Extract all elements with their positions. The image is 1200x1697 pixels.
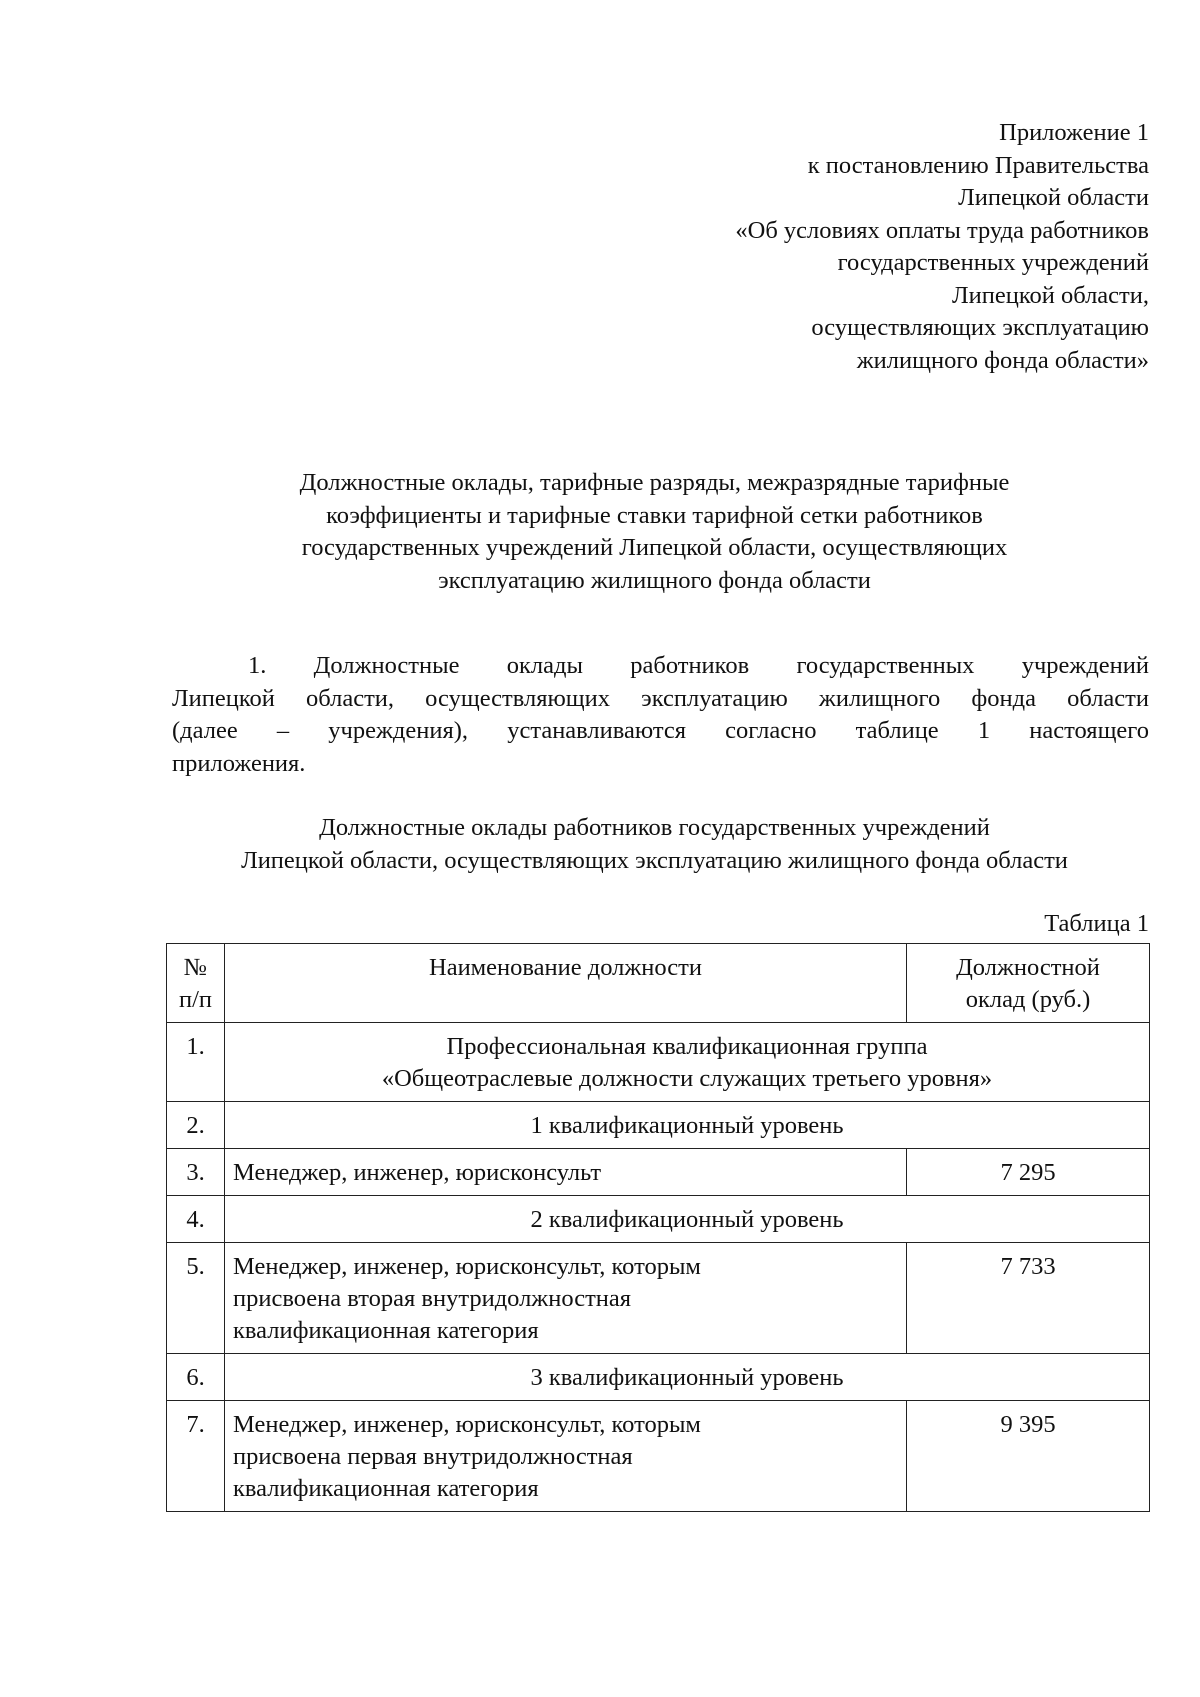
position-line: присвоена вторая внутридолжностная: [233, 1285, 632, 1312]
paragraph-1: [172, 650, 1149, 780]
header-salary-line: оклад (руб.): [965, 986, 1091, 1013]
table-row-group: [167, 1023, 1150, 1102]
position-line: присвоена первая внутридолжностная: [233, 1443, 633, 1470]
table-row-position: [167, 1149, 1150, 1196]
appendix-line: «Об условиях оплаты труда работников: [735, 216, 1149, 244]
position-line: квалификационная категория: [233, 1475, 539, 1502]
row-num: 7.: [167, 1401, 225, 1512]
header-name: Наименование должности: [429, 954, 702, 981]
header-name-cell: [225, 944, 907, 1023]
table-row-level: [167, 1354, 1150, 1401]
salary-cell: 7 733: [907, 1243, 1150, 1354]
group-line: Профессиональная квалификационная группа: [446, 1033, 928, 1060]
appendix-line: Липецкой области: [958, 184, 1149, 211]
table-header-row: [167, 944, 1150, 1023]
position-name-cell: [225, 1401, 907, 1512]
header-salary-cell: [907, 944, 1150, 1023]
level-cell: [225, 1196, 1150, 1243]
table-row-position: [167, 1243, 1150, 1354]
position-line: квалификационная категория: [233, 1317, 539, 1344]
title-line: Должностные оклады, тарифные разряды, межразрядные тарифные: [299, 469, 1010, 496]
row-num: 6.: [167, 1354, 225, 1401]
position-line: Менеджер, инженер, юрисконсульт, которым: [233, 1253, 701, 1280]
level-line: 2 квалификационный уровень: [530, 1206, 844, 1233]
document-title: [160, 467, 1149, 597]
paragraph-line: Липецкой области, осуществляющих эксплуатацию жилищного фонда области: [172, 684, 1149, 712]
title-line: государственных учреждений Липецкой области, осуществляющих: [301, 534, 1008, 561]
paragraph-line: 1. Должностные оклады работников государственных учреждений: [248, 652, 1149, 679]
salary-table: [166, 943, 1150, 1512]
row-num: 3.: [167, 1149, 225, 1196]
group-line: «Общеотраслевые должности служащих третьего уровня»: [381, 1065, 993, 1092]
group-cell: [225, 1023, 1150, 1102]
position-line: Менеджер, инженер, юрисконсульт: [233, 1159, 602, 1186]
table-row-level: [167, 1196, 1150, 1243]
table-row-level: [167, 1102, 1150, 1149]
header-num-line: п/п: [178, 986, 213, 1013]
salary-cell: 7 295: [907, 1149, 1150, 1196]
appendix-line: осуществляющих эксплуатацию: [811, 314, 1149, 341]
header-num-line: №: [183, 954, 208, 981]
row-num: 4.: [167, 1196, 225, 1243]
appendix-line: Липецкой области,: [952, 281, 1149, 309]
table-caption: Таблица 1: [1044, 910, 1149, 937]
title-line: эксплуатацию жилищного фонда области: [438, 566, 871, 594]
level-cell: [225, 1102, 1150, 1149]
table-title: [160, 812, 1149, 877]
appendix-line: жилищного фонда области»: [856, 346, 1149, 374]
paragraph-line: приложения.: [172, 749, 306, 777]
row-num: 5.: [167, 1243, 225, 1354]
position-name-cell: [225, 1149, 907, 1196]
row-num: 1.: [167, 1023, 225, 1102]
appendix-header: [560, 117, 1149, 377]
appendix-line: государственных учреждений: [837, 249, 1149, 276]
position-line: Менеджер, инженер, юрисконсульт, которым: [233, 1411, 701, 1438]
level-cell: [225, 1354, 1150, 1401]
appendix-line: Приложение 1: [999, 119, 1149, 146]
header-salary-line: Должностной: [956, 954, 1100, 981]
appendix-line: к постановлению Правительства: [807, 151, 1149, 179]
salary-cell: 9 395: [907, 1401, 1150, 1512]
header-num-cell: [167, 944, 225, 1023]
row-num: 2.: [167, 1102, 225, 1149]
level-line: 1 квалификационный уровень: [530, 1112, 844, 1139]
table-row-position: [167, 1401, 1150, 1512]
position-name-cell: [225, 1243, 907, 1354]
paragraph-line: (далее – учреждения), устанавливаются согласно таблице 1 настоящего: [172, 717, 1149, 744]
table-title-line: Липецкой области, осуществляющих эксплуатацию жилищного фонда области: [241, 846, 1068, 874]
level-line: 3 квалификационный уровень: [530, 1364, 844, 1391]
title-line: коэффициенты и тарифные ставки тарифной сетки работников: [326, 501, 983, 529]
table-title-line: Должностные оклады работников государственных учреждений: [319, 814, 990, 841]
